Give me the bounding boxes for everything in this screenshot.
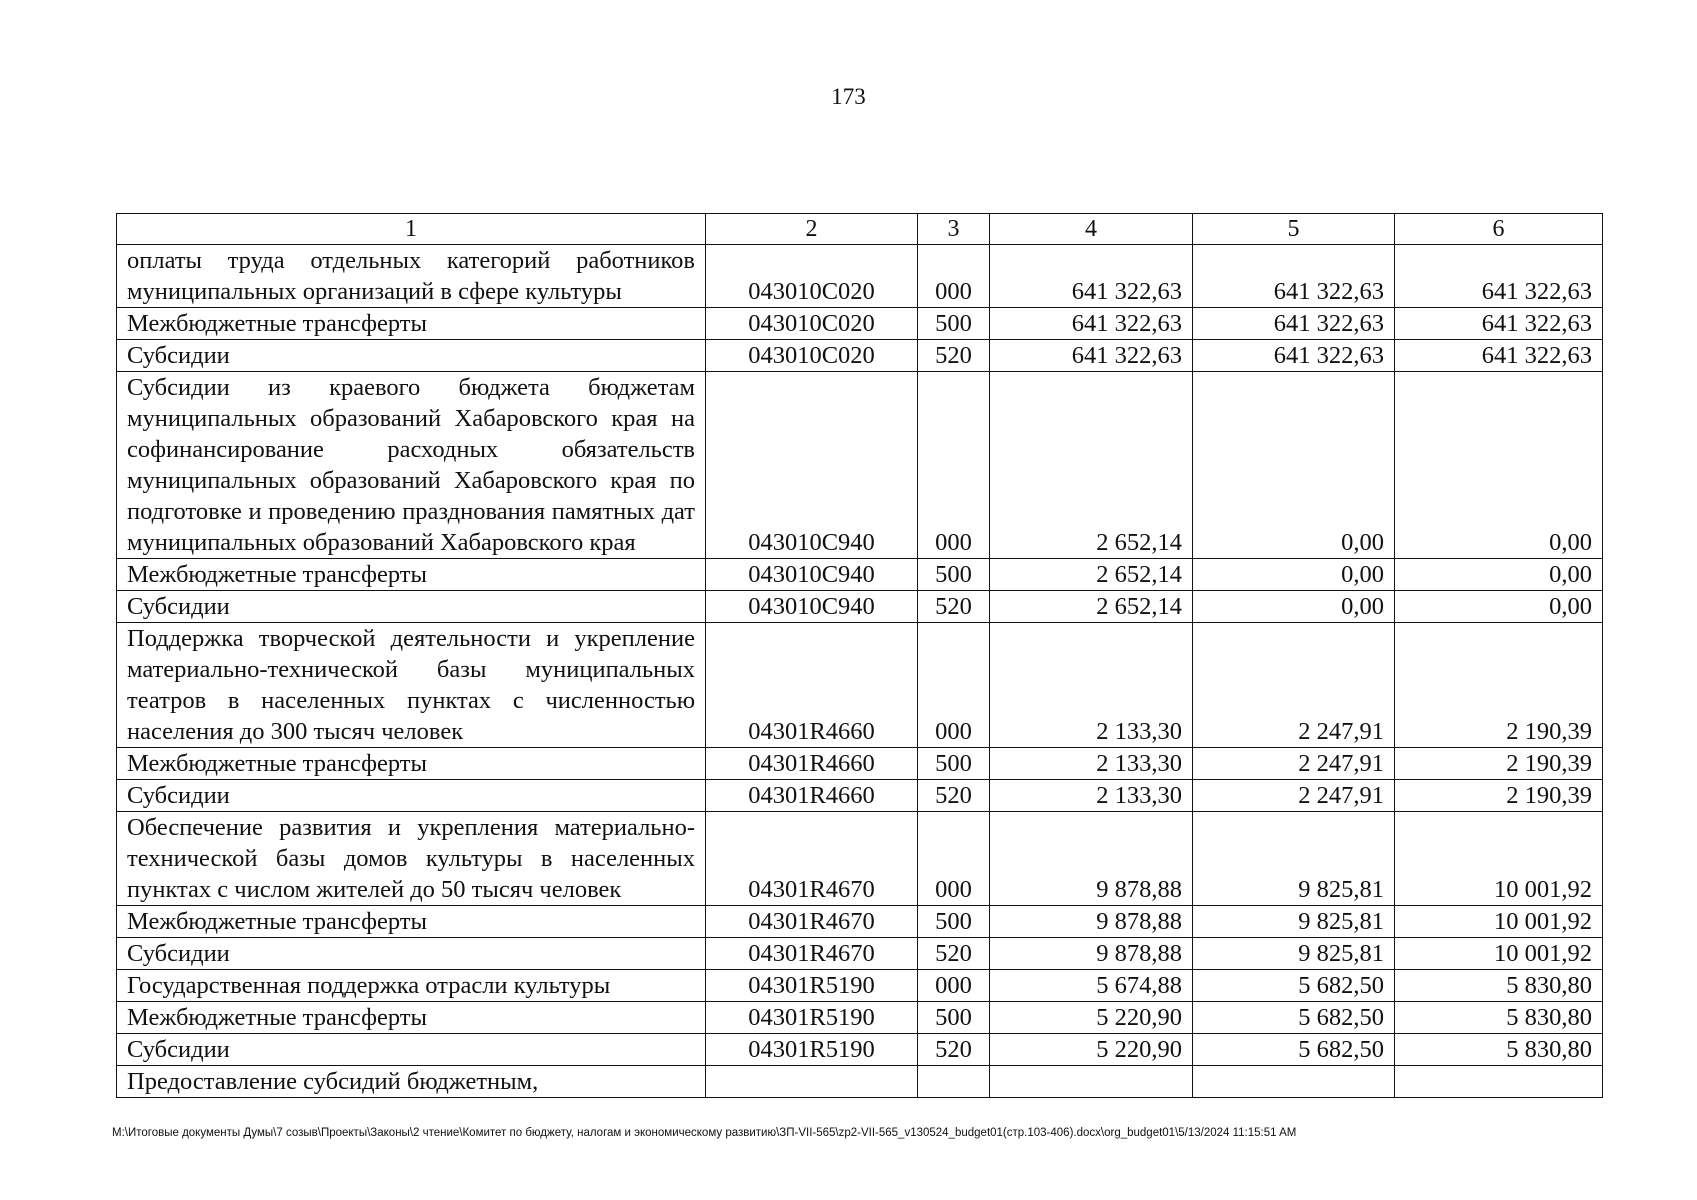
row-amount-col5: 641 322,63	[1193, 308, 1395, 340]
table-row	[117, 780, 1603, 812]
row-amount-col6: 5 830,80	[1395, 970, 1603, 1002]
row-amount-col6: 10 001,92	[1395, 906, 1603, 938]
col-header-6: 6	[1395, 214, 1603, 245]
row-name: Субсидии	[117, 1034, 706, 1066]
row-name: Предоставление субсидий бюджетным,	[117, 1066, 706, 1098]
table-row	[117, 340, 1603, 372]
col-header-1: 1	[117, 214, 706, 245]
row-expense-type: 520	[918, 340, 990, 372]
row-expense-type: 500	[918, 748, 990, 780]
row-target-code: 043010С940	[706, 591, 918, 623]
row-amount-col5: 0,00	[1193, 559, 1395, 591]
table-row	[117, 748, 1603, 780]
row-amount-col5	[1193, 1066, 1395, 1098]
row-name: Субсидии	[117, 780, 706, 812]
row-amount-col6: 5 830,80	[1395, 1002, 1603, 1034]
row-amount-col6: 641 322,63	[1395, 340, 1603, 372]
row-target-code: 04301R4670	[706, 938, 918, 970]
row-name: Субсидии из краевого бюджета бюджетам муниципальных образований Хабаровского края на софинансирование расходных обязательств муниципальных образований Хабаровского края по подготовке и проведению празднования памятных дат муниципальных образований Хабаровского края	[117, 372, 706, 559]
budget-table	[116, 213, 1603, 1098]
row-target-code: 04301R4660	[706, 623, 918, 748]
col-header-4: 4	[990, 214, 1193, 245]
col-header-2: 2	[706, 214, 918, 245]
row-expense-type: 500	[918, 308, 990, 340]
row-amount-col4: 2 133,30	[990, 623, 1193, 748]
col-header-5: 5	[1193, 214, 1395, 245]
row-name: Межбюджетные трансферты	[117, 748, 706, 780]
table-row	[117, 970, 1603, 1002]
row-amount-col4: 641 322,63	[990, 308, 1193, 340]
col-header-3: 3	[918, 214, 990, 245]
row-amount-col4: 641 322,63	[990, 340, 1193, 372]
table-row	[117, 372, 1603, 559]
row-amount-col5: 2 247,91	[1193, 748, 1395, 780]
row-amount-col4: 2 133,30	[990, 748, 1193, 780]
row-amount-col4: 9 878,88	[990, 906, 1193, 938]
row-amount-col6: 2 190,39	[1395, 623, 1603, 748]
row-name: Межбюджетные трансферты	[117, 906, 706, 938]
row-expense-type: 000	[918, 372, 990, 559]
row-target-code: 043010С020	[706, 308, 918, 340]
row-amount-col6: 0,00	[1395, 559, 1603, 591]
row-name: Обеспечение развития и укрепления материально-технической базы домов культуры в населенных пунктах с числом жителей до 50 тысяч человек	[117, 812, 706, 906]
row-expense-type: 000	[918, 623, 990, 748]
row-amount-col4: 5 220,90	[990, 1034, 1193, 1066]
row-amount-col4: 2 652,14	[990, 591, 1193, 623]
row-target-code: 043010С020	[706, 245, 918, 308]
row-amount-col4: 5 220,90	[990, 1002, 1193, 1034]
row-amount-col5: 9 825,81	[1193, 906, 1395, 938]
row-expense-type: 500	[918, 559, 990, 591]
row-amount-col6: 5 830,80	[1395, 1034, 1603, 1066]
table-row	[117, 245, 1603, 308]
row-amount-col5: 9 825,81	[1193, 938, 1395, 970]
row-amount-col4: 9 878,88	[990, 812, 1193, 906]
table-row	[117, 812, 1603, 906]
row-expense-type: 520	[918, 938, 990, 970]
row-target-code: 04301R5190	[706, 970, 918, 1002]
row-name: Поддержка творческой деятельности и укрепление материально-технической базы муниципальных театров в населенных пунктах с численностью населения до 300 тысяч человек	[117, 623, 706, 748]
row-expense-type: 520	[918, 591, 990, 623]
row-name: оплаты труда отдельных категорий работников муниципальных организаций в сфере культуры	[117, 245, 706, 308]
row-amount-col5: 5 682,50	[1193, 970, 1395, 1002]
row-amount-col4: 5 674,88	[990, 970, 1193, 1002]
footer-file-path: M:\Итоговые документы Думы\7 созыв\Проекты\Законы\2 чтение\Комитет по бюджету, налогам и экономическому развитию\ЗП-VII-565\zp2-VII-565_v130524_budget01(стр.103-406).docx\org_budget01\5/13/2024 11:15:51 AM	[112, 1127, 1297, 1139]
row-target-code: 04301R4660	[706, 780, 918, 812]
table-row	[117, 1002, 1603, 1034]
row-amount-col5: 641 322,63	[1193, 340, 1395, 372]
table-row	[117, 1066, 1603, 1098]
row-amount-col6: 0,00	[1395, 591, 1603, 623]
row-expense-type: 520	[918, 1034, 990, 1066]
row-amount-col6: 0,00	[1395, 372, 1603, 559]
row-expense-type: 000	[918, 970, 990, 1002]
row-amount-col4: 2 652,14	[990, 372, 1193, 559]
row-amount-col5: 641 322,63	[1193, 245, 1395, 308]
row-target-code: 043010С020	[706, 340, 918, 372]
row-amount-col4: 9 878,88	[990, 938, 1193, 970]
page-number: 173	[831, 84, 866, 109]
table-row	[117, 623, 1603, 748]
row-amount-col4: 2 133,30	[990, 780, 1193, 812]
table-header-row	[117, 214, 1603, 245]
row-name: Межбюджетные трансферты	[117, 1002, 706, 1034]
row-amount-col5: 2 247,91	[1193, 623, 1395, 748]
table-row	[117, 559, 1603, 591]
row-amount-col5: 5 682,50	[1193, 1002, 1395, 1034]
row-name: Государственная поддержка отрасли культуры	[117, 970, 706, 1002]
row-expense-type	[918, 1066, 990, 1098]
row-amount-col6: 2 190,39	[1395, 748, 1603, 780]
row-amount-col6: 2 190,39	[1395, 780, 1603, 812]
row-expense-type: 500	[918, 1002, 990, 1034]
row-name: Субсидии	[117, 938, 706, 970]
row-amount-col5: 2 247,91	[1193, 780, 1395, 812]
row-amount-col4: 641 322,63	[990, 245, 1193, 308]
row-amount-col5: 0,00	[1193, 372, 1395, 559]
table-row	[117, 938, 1603, 970]
row-amount-col5: 0,00	[1193, 591, 1395, 623]
row-name: Субсидии	[117, 591, 706, 623]
table-body	[117, 245, 1603, 1098]
row-target-code: 043010С940	[706, 559, 918, 591]
row-amount-col4	[990, 1066, 1193, 1098]
row-expense-type: 000	[918, 812, 990, 906]
row-amount-col6: 641 322,63	[1395, 245, 1603, 308]
row-name: Межбюджетные трансферты	[117, 559, 706, 591]
row-target-code: 04301R4670	[706, 906, 918, 938]
row-target-code: 043010С940	[706, 372, 918, 559]
row-target-code	[706, 1066, 918, 1098]
row-name: Межбюджетные трансферты	[117, 308, 706, 340]
row-target-code: 04301R4670	[706, 812, 918, 906]
row-target-code: 04301R5190	[706, 1002, 918, 1034]
row-amount-col6: 641 322,63	[1395, 308, 1603, 340]
row-target-code: 04301R4660	[706, 748, 918, 780]
table-row	[117, 308, 1603, 340]
row-amount-col6: 10 001,92	[1395, 812, 1603, 906]
row-amount-col5: 5 682,50	[1193, 1034, 1395, 1066]
row-target-code: 04301R5190	[706, 1034, 918, 1066]
row-expense-type: 500	[918, 906, 990, 938]
row-amount-col4: 2 652,14	[990, 559, 1193, 591]
row-amount-col6: 10 001,92	[1395, 938, 1603, 970]
row-expense-type: 000	[918, 245, 990, 308]
row-amount-col6	[1395, 1066, 1603, 1098]
row-name: Субсидии	[117, 340, 706, 372]
row-expense-type: 520	[918, 780, 990, 812]
table-row	[117, 906, 1603, 938]
row-amount-col5: 9 825,81	[1193, 812, 1395, 906]
table-row	[117, 591, 1603, 623]
table-row	[117, 1034, 1603, 1066]
